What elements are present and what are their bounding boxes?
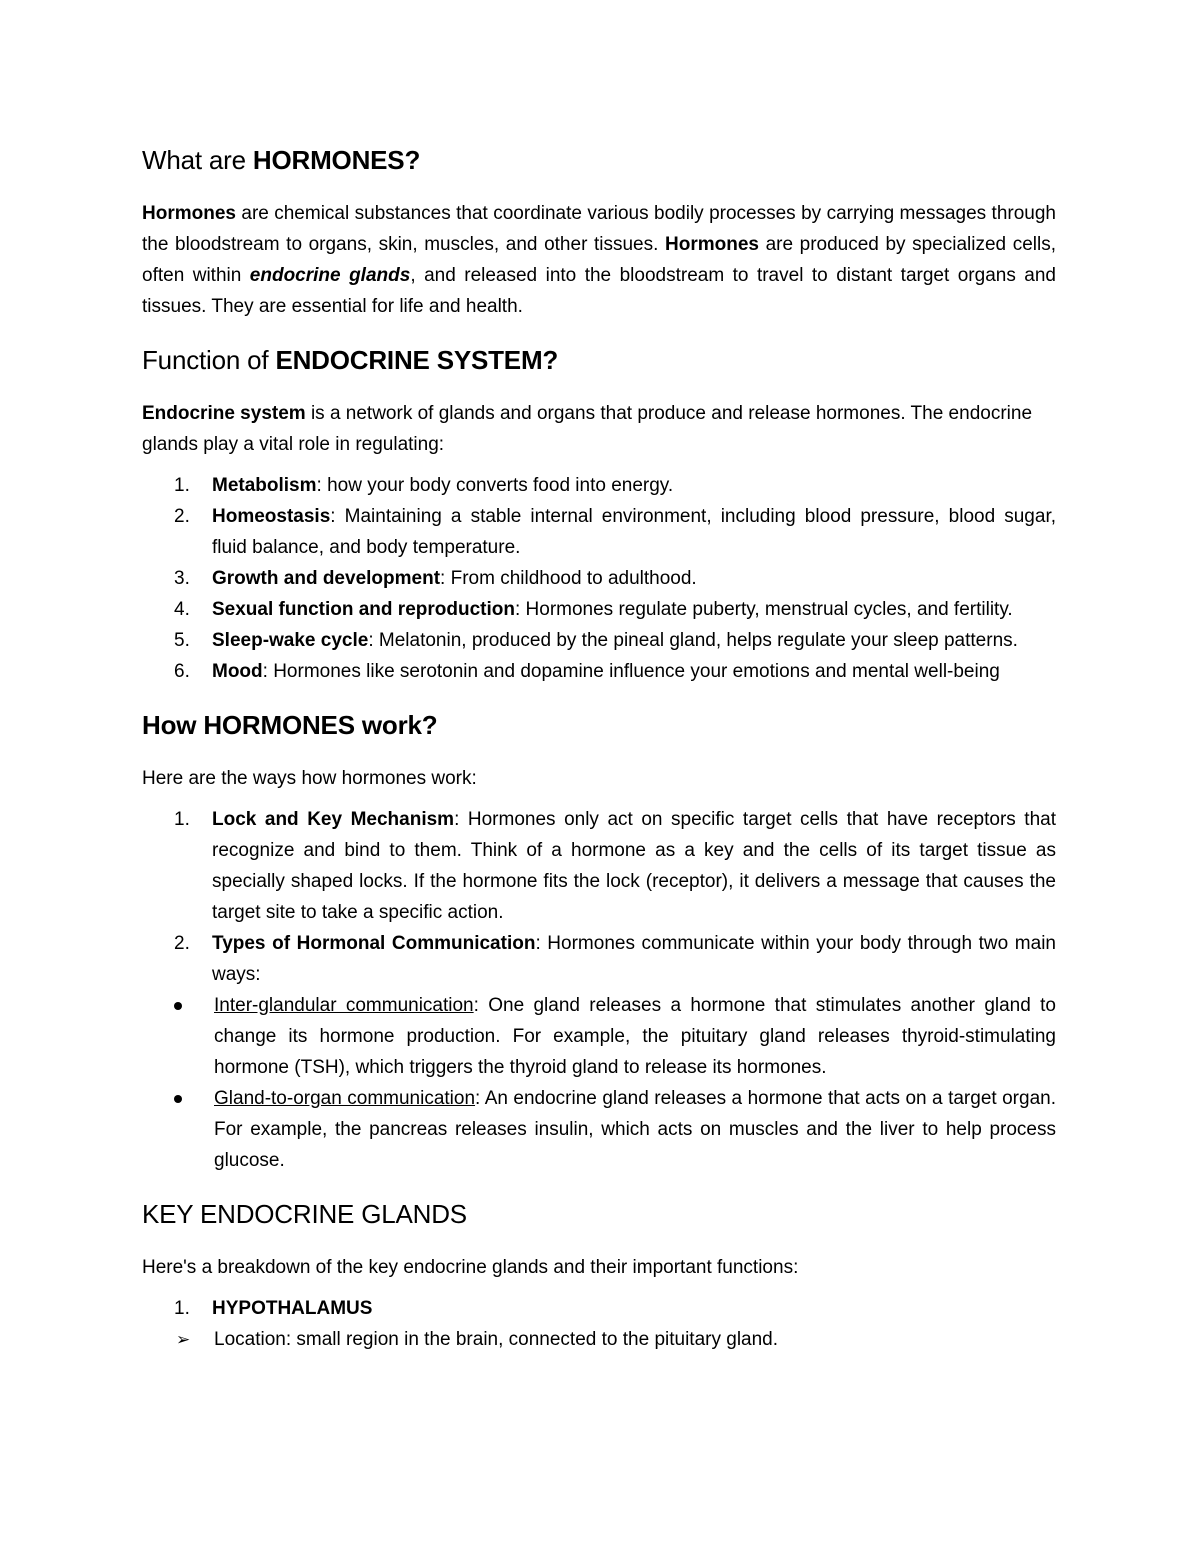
how-list bbox=[142, 804, 1056, 990]
list-item: 1. Lock and Key Mechanism: Hormones only act on specific target cells that have receptors that recognize and bind to them. Think of a hormone as a key and the cells of its target tissue as specially shaped locks. If the hormone fits the lock (receptor), it delivers a message that causes the target site to take a specific action. bbox=[174, 809, 1056, 923]
list-item: 2. Types of Hormonal Communication: Hormones communicate within your body through two main ways: bbox=[174, 933, 1056, 985]
bullet-item: Gland-to-organ communication: An endocrine gland releases a hormone that acts on a target organ. For example, the pancreas releases insulin, which acts on muscles and the liver to help process glucose. bbox=[142, 1083, 1056, 1176]
list-item: 1. HYPOTHALAMUS bbox=[174, 1298, 373, 1319]
bullet-item: Inter-glandular communication: One gland releases a hormone that stimulates another gland to change its hormone production. For example, the pituitary gland releases thyroid-stimulating hormone (TSH), which triggers the thyroid gland to release its hormones. bbox=[142, 990, 1056, 1083]
heading-what-are-hormones: What are HORMONES? bbox=[142, 145, 421, 175]
heading-key-endocrine-glands: KEY ENDOCRINE GLANDS bbox=[142, 1199, 467, 1229]
bullet-dot-icon bbox=[174, 1095, 182, 1103]
bullet-dot-icon bbox=[174, 1002, 182, 1010]
document-body bbox=[142, 140, 1056, 1355]
list-item: 1. Metabolism: how your body converts food into energy. bbox=[174, 475, 674, 496]
paragraph-endocrine-definition: Endocrine system is a network of glands and organs that produce and release hormones. The endocrine glands play a vital role in regulating: bbox=[142, 403, 1033, 455]
communication-bullets bbox=[142, 990, 1056, 1176]
gland-details bbox=[142, 1324, 1056, 1355]
list-item: 4. Sexual function and reproduction: Hormones regulate puberty, menstrual cycles, and fertility. bbox=[174, 599, 1013, 620]
list-item: 2. Homeostasis: Maintaining a stable internal environment, including blood pressure, blood sugar, fluid balance, and body temperature. bbox=[174, 506, 1056, 558]
list-item: 3. Growth and development: From childhood to adulthood. bbox=[174, 568, 697, 589]
paragraph-how-intro: Here are the ways how hormones work: bbox=[142, 768, 477, 789]
glands-list bbox=[142, 1293, 1056, 1324]
arrow-bullet-icon: ➢ bbox=[176, 1330, 191, 1349]
list-item: 6. Mood: Hormones like serotonin and dopamine influence your emotions and mental well-being bbox=[174, 661, 1000, 682]
function-list bbox=[142, 470, 1056, 687]
list-item: 5. Sleep-wake cycle: Melatonin, produced by the pineal gland, helps regulate your sleep patterns. bbox=[174, 630, 1018, 651]
heading-how-hormones-work: How HORMONES work? bbox=[142, 710, 438, 740]
paragraph-key-intro: Here's a breakdown of the key endocrine glands and their important functions: bbox=[142, 1257, 799, 1278]
heading-function-endocrine-system: Function of ENDOCRINE SYSTEM? bbox=[142, 345, 559, 375]
detail-item: ➢ Location: small region in the brain, connected to the pituitary gland. bbox=[142, 1324, 1056, 1355]
paragraph-hormones-definition: Hormones are chemical substances that coordinate various bodily processes by carrying messages through the bloodstream to organs, skin, muscles, and other tissues. Hormones are produced by specialized cells, often within endocrine glands, and released into the bloodstream to travel to distant target organs and tissues. They are essential for life and health. bbox=[142, 203, 1056, 317]
